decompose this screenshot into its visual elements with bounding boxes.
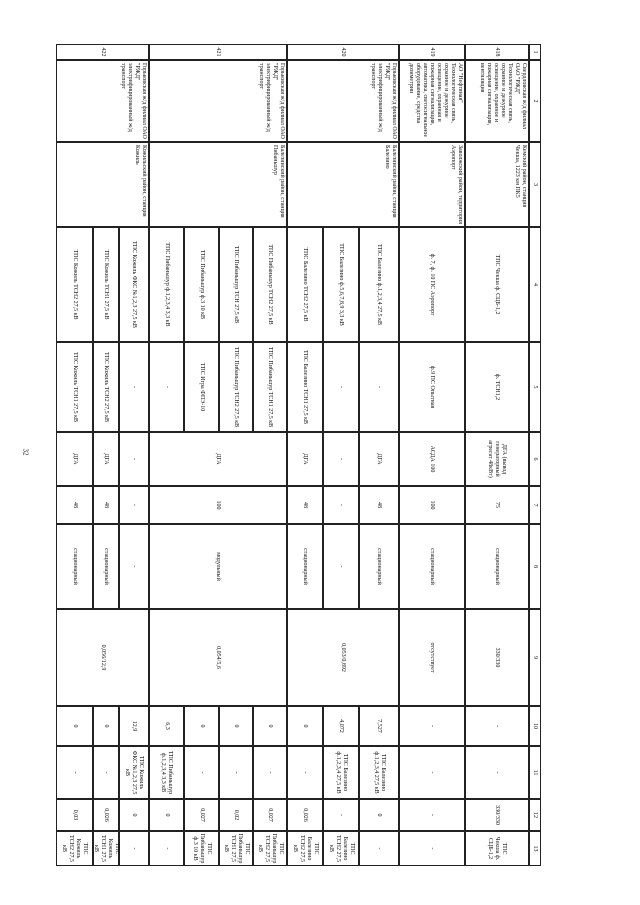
header-cell: 6 bbox=[529, 432, 541, 486]
col11-cell: ТПС Балезино ф.1,2,3,4 27,5 кВ bbox=[359, 746, 399, 799]
source-main-cell: ТПС Кожиль ТСН2 27,5 кВ bbox=[56, 227, 93, 342]
source-backup-cell: ТПС Кожиль ТСН1 27,5 кВ bbox=[56, 342, 93, 432]
col13-cell: ТПС Кожиль ТСН2 27,5 кВ bbox=[56, 831, 93, 866]
autonomous-cell: ДГА bbox=[287, 432, 323, 486]
col13-cell: ТПС Балезино ТСН2 27,5 кВ bbox=[287, 831, 323, 866]
location-cell: Заволжский район, территория Аэропорт bbox=[399, 142, 465, 227]
header-cell: 11 bbox=[529, 746, 541, 799]
col10-cell: 0 bbox=[253, 706, 287, 746]
header-cell: 9 bbox=[529, 609, 541, 706]
transformer-cell: отсутствует bbox=[399, 609, 465, 706]
owner-cell: АО "Нефтяная" Технологическая связь, охранное и дежурное освещение, охранная и пожарная сигнализация, автоматика, светосигнальное оборудование, средства дозиметрии bbox=[399, 60, 465, 142]
row-number: 421 bbox=[149, 44, 287, 60]
col10-cell: - bbox=[465, 706, 529, 746]
location-cell: Балезинский район, станция Балезино bbox=[287, 142, 399, 227]
source-main-cell: ТПС Пибаньшур ТСН2 27,5 кВ bbox=[253, 227, 287, 342]
col10-cell: 4,072 bbox=[323, 706, 359, 746]
col10-cell: 0 bbox=[93, 706, 119, 746]
header-cell: 4 bbox=[529, 227, 541, 342]
col13-cell: ТПС Пибаньшур ТСН2 27,5 кВ bbox=[253, 831, 287, 866]
col11-cell: - bbox=[465, 746, 529, 799]
col10-cell: 0 bbox=[219, 706, 253, 746]
col10-cell: 0 bbox=[287, 706, 323, 746]
owner-cell: Горьковская ж/д филиал ОАО "РЖД" электрифицированный ж/д транспорт bbox=[56, 60, 149, 142]
col11-cell: - bbox=[184, 746, 219, 799]
col10-cell: 12,9 bbox=[119, 706, 149, 746]
col12-cell: 0,02 bbox=[219, 799, 253, 831]
source-main-cell: ТПС Пибаньшур ф.1,2,3,4 3,3 кВ bbox=[149, 227, 184, 342]
type-cell: стационарный bbox=[359, 524, 399, 609]
header-cell: 1 bbox=[529, 44, 541, 60]
autonomous-cell: - bbox=[323, 432, 359, 486]
col13-cell: - bbox=[119, 831, 149, 866]
autonomous-cell: ДГА bbox=[359, 432, 399, 486]
owner-cell: Горьковская ж/д филиал ОАО "РЖД" электрифицированный ж/д транспорт bbox=[149, 60, 287, 142]
owner-cell: Свердловская ж/д филиал ОАО "РЖД" Технологическая связь, охранное и дежурное освещение, охранное и пожарная сигнализация, вентиляция bbox=[465, 60, 529, 142]
col10-cell: 0 bbox=[56, 706, 93, 746]
autonomous-cell: АСДА 100 bbox=[399, 432, 465, 486]
source-backup-cell: ТПС Игра ФПЭ-10 bbox=[184, 342, 219, 432]
col11-cell: ТПС Балезино ф.1,2,3,4 27,5 кВ bbox=[323, 746, 359, 799]
col12-cell: - bbox=[323, 799, 359, 831]
type-cell: стационарный bbox=[465, 524, 529, 609]
col11-cell: - bbox=[287, 746, 323, 799]
source-backup-cell: - bbox=[359, 342, 399, 432]
transformer-cell: 0,053/0,892 bbox=[287, 609, 399, 706]
autonomous-cell: ДГА bbox=[93, 432, 119, 486]
transformer-cell: 0,056/12,9 bbox=[56, 609, 149, 706]
col13-cell: - bbox=[359, 831, 399, 866]
transformer-cell: 330/330 bbox=[465, 609, 529, 706]
type-cell: - bbox=[323, 524, 359, 609]
col12-cell: - bbox=[399, 799, 465, 831]
source-backup-cell: ТПС Пибаньшур ТСН2 27,5 кВ bbox=[219, 342, 253, 432]
col12-cell: 0,026 bbox=[93, 799, 119, 831]
power-cell: 48 bbox=[93, 486, 119, 524]
source-main-cell: ТПС Балезино ТСН2 27,5 кВ bbox=[287, 227, 323, 342]
source-backup-cell: ТПС Пибаньшур ТСН1 27,5 кВ bbox=[253, 342, 287, 432]
header-cell: 2 bbox=[529, 60, 541, 142]
location-cell: Кемский район, станция Чекша, 1223 км ПК5 bbox=[465, 142, 529, 227]
transformer-cell: 0,054/5,6 bbox=[149, 609, 287, 706]
row-number: 418 bbox=[465, 44, 529, 60]
col12-cell: 0 bbox=[359, 799, 399, 831]
row-number: 420 bbox=[287, 44, 399, 60]
col10-cell: - bbox=[399, 706, 465, 746]
col11-cell: - bbox=[399, 746, 465, 799]
col13-cell: - bbox=[399, 831, 465, 866]
col11-cell: - bbox=[56, 746, 93, 799]
col11-cell: ТПС Кожиль ФКС №1,2,3 27,5 кВ bbox=[119, 746, 149, 799]
col11-cell: - bbox=[253, 746, 287, 799]
location-cell: Кожильский район, станция Кожиль bbox=[56, 142, 149, 227]
col11-cell: - bbox=[93, 746, 119, 799]
owner-cell: Горьковская ж/д филиал ОАО "РЖД" электрифицированный ж/д транспорт bbox=[287, 60, 399, 142]
source-backup-cell: ф. ТСН1,2 bbox=[465, 342, 529, 432]
type-cell: стационарный bbox=[399, 524, 465, 609]
power-cell: 48 bbox=[359, 486, 399, 524]
rotated-table bbox=[56, 44, 541, 866]
header-cell: 8 bbox=[529, 524, 541, 609]
header-cell: 3 bbox=[529, 142, 541, 227]
col13-cell: ТПС Кожиль ТСН1 27,5 кВ bbox=[93, 831, 119, 866]
type-cell: стационарный bbox=[287, 524, 323, 609]
type-cell: модульный bbox=[149, 524, 287, 609]
autonomous-cell: ДГА bbox=[149, 432, 287, 486]
col11-cell: - bbox=[219, 746, 253, 799]
col13-cell: ТПС Пибаньшур ТСН1 27,5 кВ bbox=[219, 831, 253, 866]
col11-cell: ТПС Пибаньшур ф.1,2,3,4 3,3 кВ bbox=[149, 746, 184, 799]
source-backup-cell: ТПС Кожиль ТСН2 27,5 кВ bbox=[93, 342, 119, 432]
source-main-cell: ТПС Пибаньшур ТСН 27,5 кВ bbox=[219, 227, 253, 342]
col10-cell: 7,527 bbox=[359, 706, 399, 746]
page-number: 32 bbox=[21, 448, 30, 456]
source-main-cell: ТПС Пибаньшур ф.3 10 кВ bbox=[184, 227, 219, 342]
power-cell: 100 bbox=[399, 486, 465, 524]
source-backup-cell: - bbox=[119, 342, 149, 432]
header-cell: 7 bbox=[529, 486, 541, 524]
col12-cell: 0,027 bbox=[253, 799, 287, 831]
source-main-cell: ТПС Чекша ф. СЦБ-1,2 bbox=[465, 227, 529, 342]
col12-cell: 0,03 bbox=[56, 799, 93, 831]
power-cell: - bbox=[323, 486, 359, 524]
header-cell: 13 bbox=[529, 831, 541, 866]
col12-cell: 0 bbox=[149, 799, 184, 831]
location-cell: Балезинский район, станция Пибаньшур bbox=[149, 142, 287, 227]
power-cell: 48 bbox=[56, 486, 93, 524]
source-backup-cell: ф.9 ПС Опытная bbox=[399, 342, 465, 432]
col12-cell: 0 bbox=[119, 799, 149, 831]
col12-cell: 0,026 bbox=[287, 799, 323, 831]
autonomous-cell: - bbox=[119, 432, 149, 486]
header-cell: 5 bbox=[529, 342, 541, 432]
power-cell: - bbox=[119, 486, 149, 524]
source-backup-cell: - bbox=[323, 342, 359, 432]
row-number: 419 bbox=[399, 44, 465, 60]
power-cell: 48 bbox=[287, 486, 323, 524]
col13-cell: - bbox=[149, 831, 184, 866]
type-cell: - bbox=[119, 524, 149, 609]
col13-cell: ТПС Пибаньшур ф.3 10 кВ bbox=[184, 831, 219, 866]
col13-cell: ТПС Чекша ф. СЦБ-1,2 bbox=[465, 831, 529, 866]
source-backup-cell: - bbox=[149, 342, 184, 432]
type-cell: стационарный bbox=[93, 524, 119, 609]
source-main-cell: ф. 7, ф. 10 ПС Аэропорт bbox=[399, 227, 465, 342]
header-cell: 10 bbox=[529, 706, 541, 746]
autonomous-cell: ДГА bbox=[56, 432, 93, 486]
source-main-cell: ТПС Балезино ф.5,6,7,8,9 3,3 кВ bbox=[323, 227, 359, 342]
type-cell: стационарный bbox=[56, 524, 93, 609]
source-main-cell: ТПС Балезино ф.1,2,3,4 27,5 кВ bbox=[359, 227, 399, 342]
power-cell: 100 bbox=[149, 486, 287, 524]
col10-cell: 6,3 bbox=[149, 706, 184, 746]
col12-cell: 330/330 bbox=[465, 799, 529, 831]
source-backup-cell: ТПС Балезино ТСН1 27,5 кВ bbox=[287, 342, 323, 432]
source-main-cell: ТПС Кожиль ТСН1 27,5 кВ bbox=[93, 227, 119, 342]
row-number: 422 bbox=[56, 44, 149, 60]
autonomous-cell: ДГА (вывод генераторный агрегат 48кВт) bbox=[465, 432, 529, 486]
header-cell: 12 bbox=[529, 799, 541, 831]
power-cell: 75 bbox=[465, 486, 529, 524]
source-main-cell: ТПС Кожиль ФКС №1,2,3 27,5 кВ bbox=[119, 227, 149, 342]
col10-cell: 0 bbox=[184, 706, 219, 746]
col13-cell: ТПС Балезино ТСН2 27,5 кВ bbox=[323, 831, 359, 866]
col12-cell: 0,027 bbox=[184, 799, 219, 831]
